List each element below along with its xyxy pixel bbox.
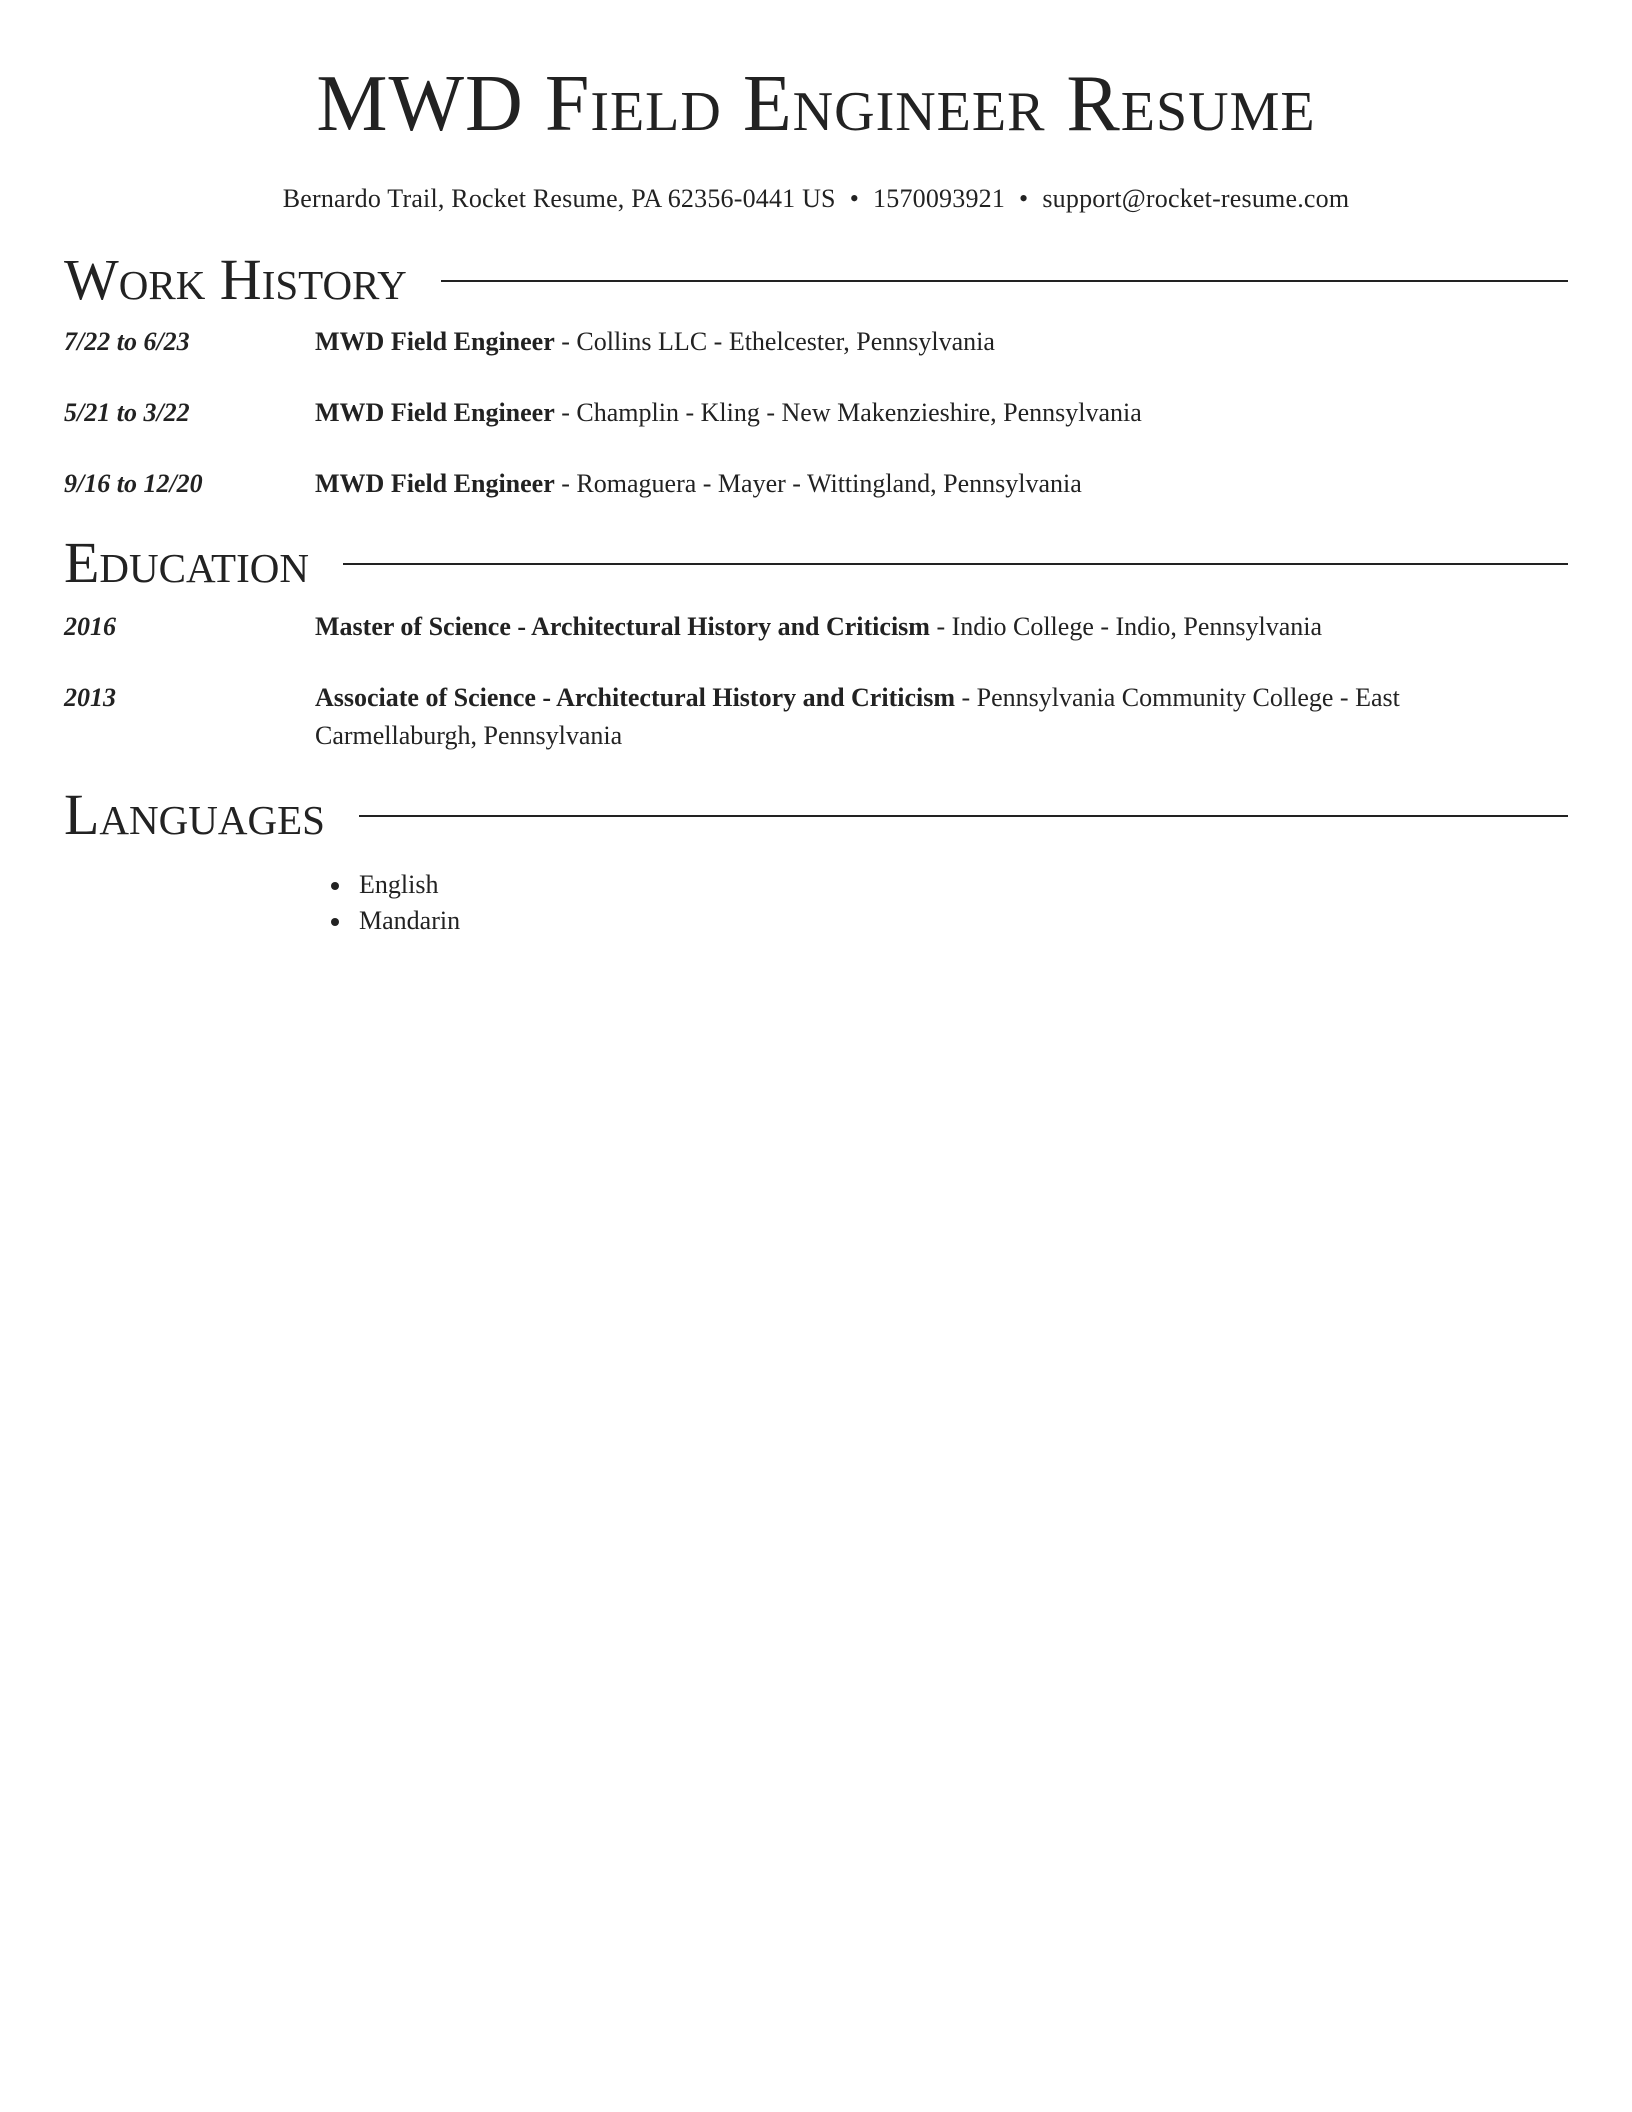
section-divider (441, 280, 1568, 282)
address: Bernardo Trail, Rocket Resume, PA 62356-0441 US (282, 184, 836, 213)
entry-body (315, 679, 1568, 755)
job-details: - Collins LLC - Ethelcester, Pennsylvania (554, 327, 995, 356)
language: Mandarin (359, 906, 461, 935)
entry-date: 2016 (64, 612, 116, 641)
section-divider (343, 563, 1568, 565)
phone: 1570093921 (873, 184, 1006, 213)
work-entry (64, 465, 1568, 503)
education-entry (64, 679, 1568, 755)
entry-body (315, 323, 1568, 361)
languages-header (64, 783, 1568, 847)
work-entry (64, 323, 1568, 361)
section-heading: Work History (64, 247, 407, 312)
page-title: MWD Field Engineer Resume (316, 60, 1316, 148)
education-list (64, 608, 1568, 755)
languages-list (315, 867, 1568, 939)
contact-line (64, 183, 1568, 215)
job-title: MWD Field Engineer (315, 469, 555, 498)
section-heading: Languages (64, 782, 325, 847)
separator: • (1019, 184, 1029, 213)
language: English (359, 870, 439, 899)
entry-body (315, 465, 1568, 503)
education-header (64, 531, 1568, 595)
job-title: MWD Field Engineer (315, 398, 555, 427)
list-item (315, 903, 1568, 939)
job-title: MWD Field Engineer (315, 327, 555, 356)
email: support@rocket-resume.com (1042, 184, 1350, 213)
job-details: - Romaguera - Mayer - Wittingland, Pennsylvania (554, 469, 1082, 498)
degree: Master of Science - Architectural History and Criticism (315, 612, 930, 641)
entry-body (315, 394, 1568, 432)
school-details: - Pennsylvania Community College - East Carmellaburgh, Pennsylvania (315, 683, 1400, 750)
job-details: - Champlin - Kling - New Makenzieshire, Pennsylvania (554, 398, 1142, 427)
entry-date: 2013 (64, 683, 116, 712)
list-item (315, 867, 1568, 903)
school-details: - Indio College - Indio, Pennsylvania (929, 612, 1323, 641)
work-history-list (64, 323, 1568, 503)
entry-date: 7/22 to 6/23 (64, 327, 190, 356)
separator: • (849, 184, 860, 213)
section-divider (359, 815, 1568, 817)
work-entry (64, 394, 1568, 432)
bullet-icon (331, 918, 339, 926)
entry-body (315, 608, 1568, 646)
entry-date: 5/21 to 3/22 (64, 398, 190, 427)
section-heading: Education (64, 530, 309, 595)
entry-date: 9/16 to 12/20 (64, 469, 203, 498)
education-entry (64, 608, 1568, 646)
degree: Associate of Science - Architectural History and Criticism (315, 683, 955, 712)
bullet-icon (331, 882, 339, 890)
work-history-header (64, 248, 1568, 312)
